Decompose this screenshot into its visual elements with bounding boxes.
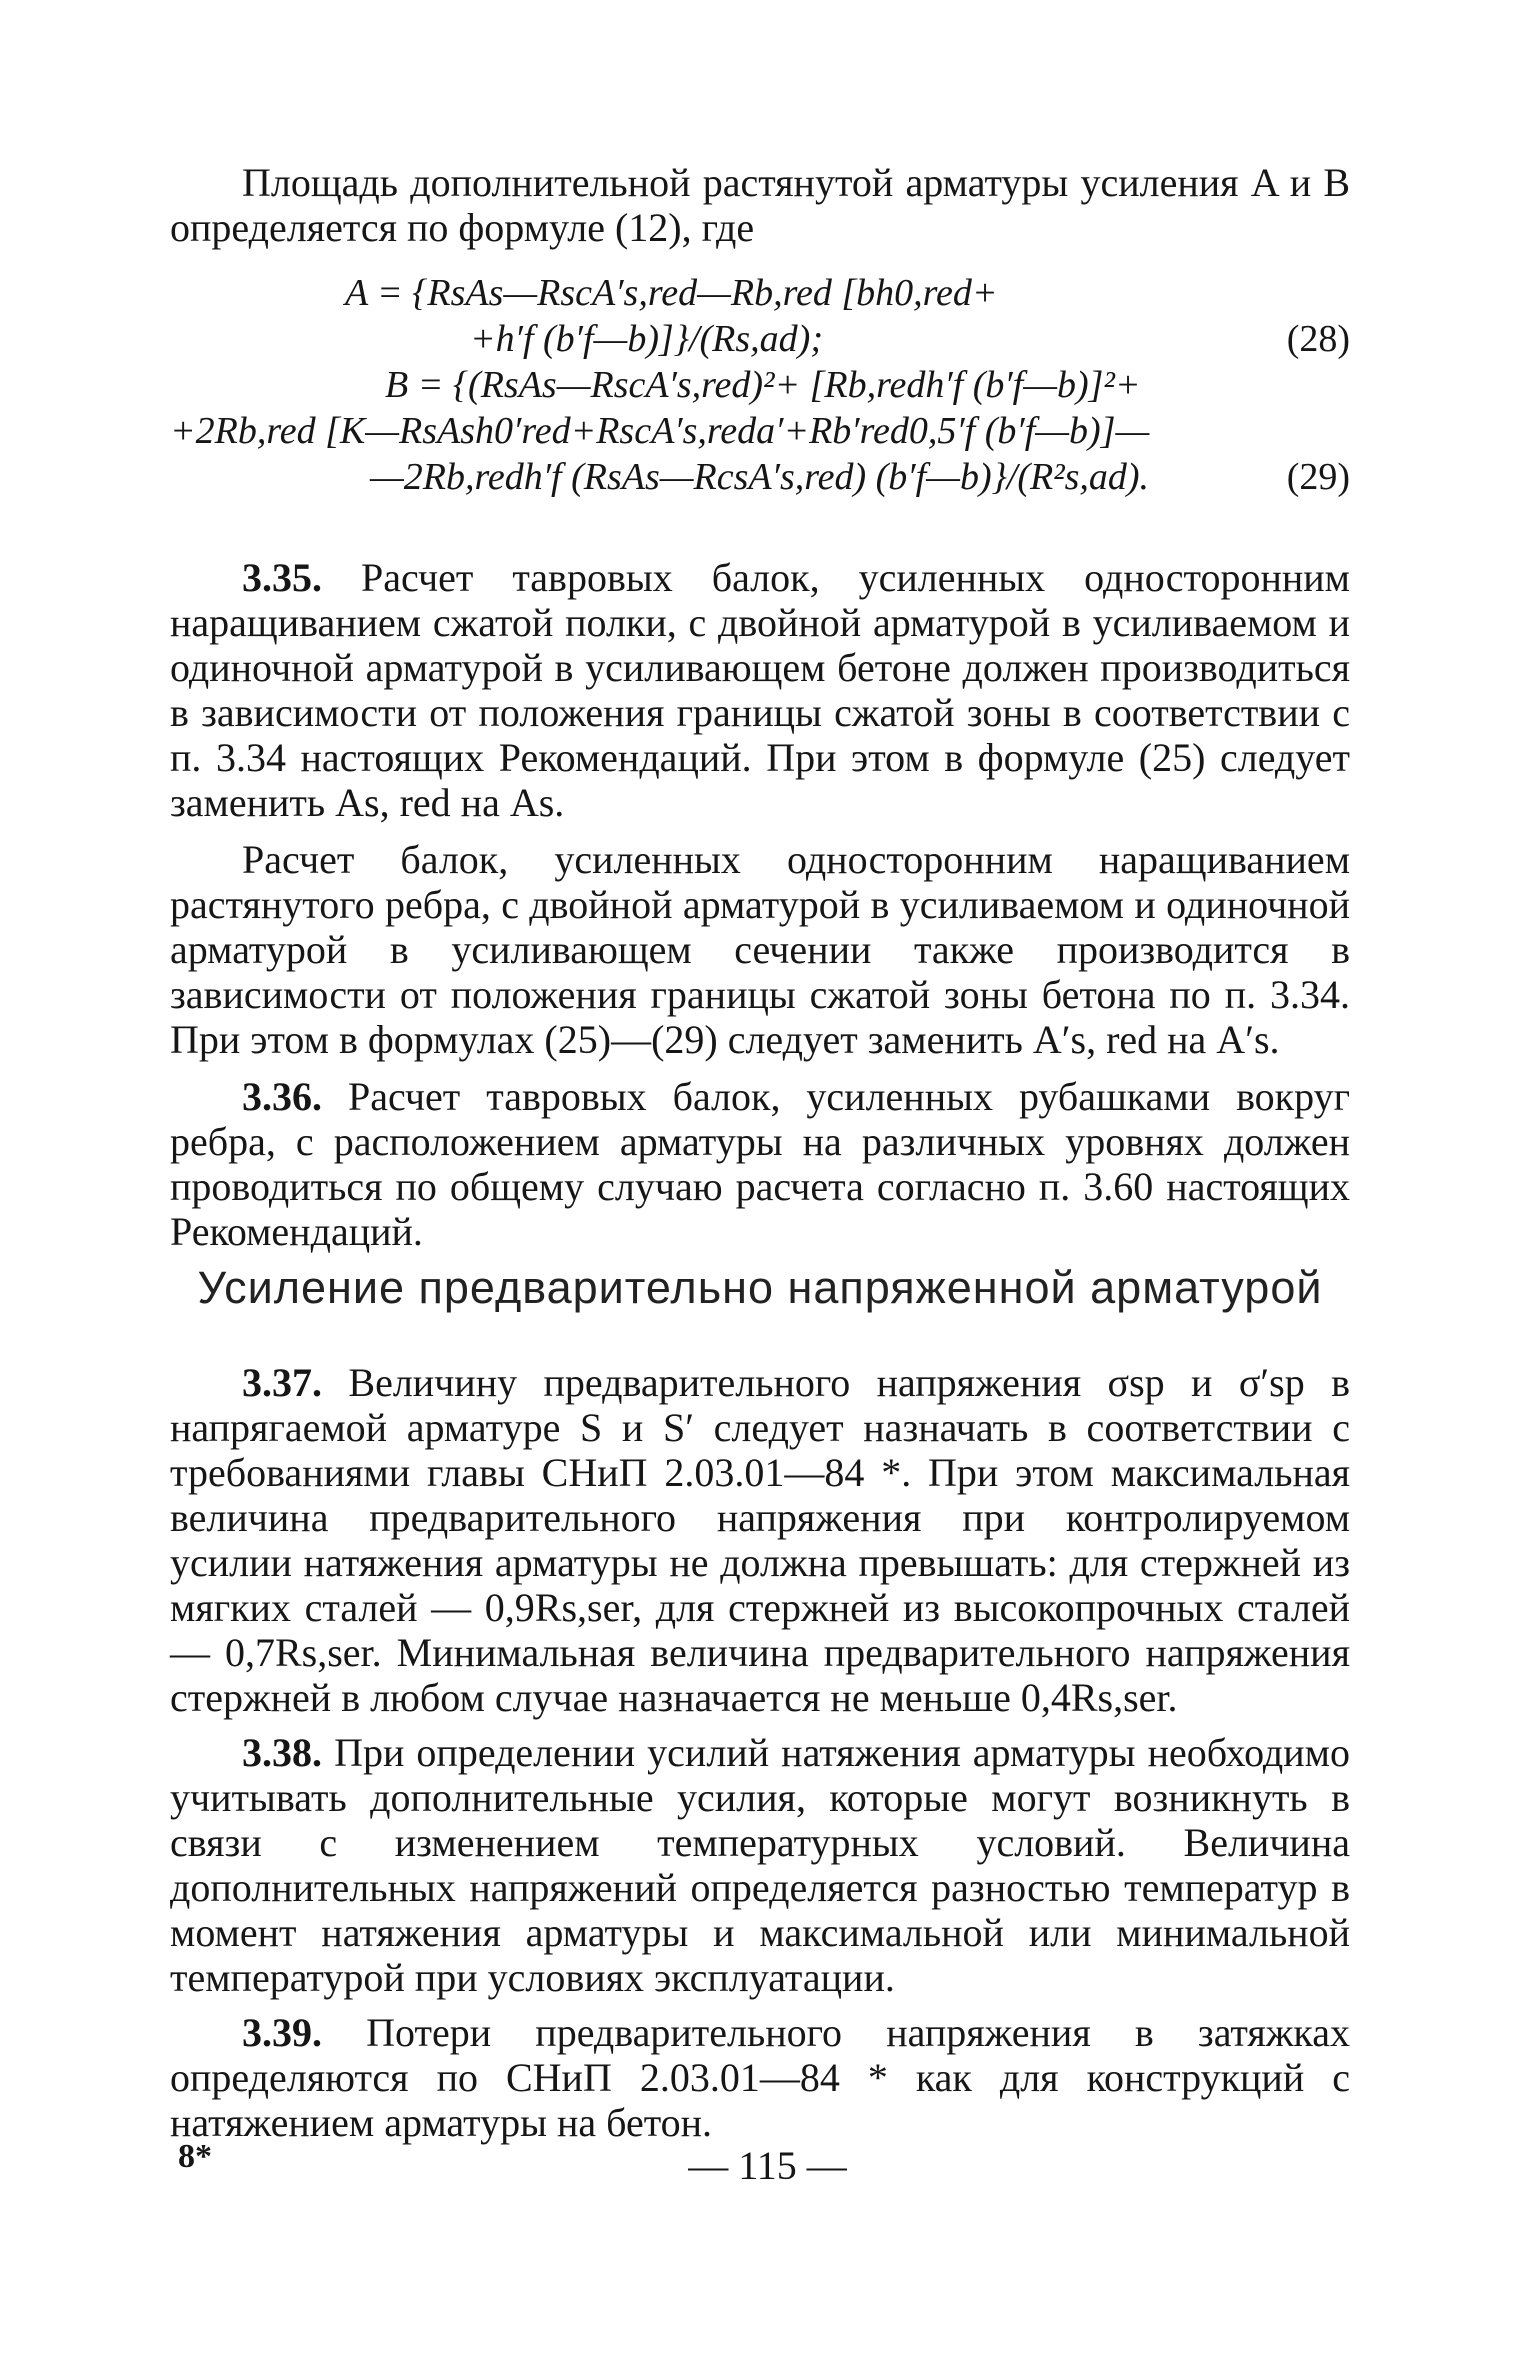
section-number: 3.35. xyxy=(242,555,322,600)
section-text: Расчет тавровых балок, усиленных рубашками вокруг ребра, с расположением арматуры на различных уровнях должен проводиться по общему случаю расчета согласно п. 3.60 настоящих Рекомендаций. xyxy=(170,1074,1350,1254)
section-paragraph xyxy=(170,1074,1350,1254)
formula-29-line-1: B = {(RsAs—RscA′s,red)²+ [Rb,redh′f (b′f—b)]²+ xyxy=(385,364,1141,406)
section-paragraph xyxy=(170,1360,1350,1720)
section-number: 3.39. xyxy=(242,2010,322,2055)
intro-paragraph: Площадь дополнительной растянутой арматуры усиления A и B определяется по формуле (12), где xyxy=(170,160,1350,250)
formula-29-line-3: —2Rb,redh′f (RsAs—RcsA′s,red) (b′f—b)}/(R²s,ad). xyxy=(370,456,1150,498)
sections-block-1 xyxy=(170,555,1350,1254)
sections-block-2 xyxy=(170,1360,1350,2145)
section-paragraph xyxy=(170,555,1350,825)
equation-number-28: (28) xyxy=(1286,318,1350,360)
formula-line xyxy=(170,408,1350,454)
formula-line xyxy=(170,270,1350,316)
section-number: 3.38. xyxy=(242,1730,322,1775)
section-text: Расчет тавровых балок, усиленных односторонним наращиванием сжатой полки, с двойной арматурой в усиливаемом и одиночной арматурой в усиливающем бетоне должен производиться в зависимости от положения границы сжатой зоны в соответствии с п. 3.34 настоящих Рекомендаций. При этом в формуле (25) следует заменить As, red на As. xyxy=(170,555,1350,825)
formula-28-line-2: +h′f (b′f—b)]}/(Rs,ad); xyxy=(470,318,823,360)
section-paragraph xyxy=(170,837,1350,1062)
section-text: Расчет балок, усиленных односторонним наращиванием растянутого ребра, с двойной арматурой в усиливаемом и одиночной арматурой в усиливающем сечении также производится в зависимости от положения границы сжатой зоны бетона по п. 3.34. При этом в формулах (25)—(29) следует заменить A′s, red на A′s. xyxy=(170,837,1350,1062)
section-heading: Усиление предварительно напряженной арматурой xyxy=(197,1262,1323,1313)
equation-number-29: (29) xyxy=(1286,456,1350,498)
section-paragraph xyxy=(170,1730,1350,2000)
page-number: — 115 — xyxy=(688,2143,847,2188)
section-text: Величину предварительного напряжения σsp и σ′sp в напрягаемой арматуре S и S′ следует назначать в соответствии с требованиями главы СНиП 2.03.01—84 *. При этом максимальная величина предварительного напряжения при контролируемом усилии натяжения арматуры не должна превышать: для стержней из мягких сталей — 0,9Rs,ser, для стержней из высокопрочных сталей — 0,7Rs,ser. Минимальная величина предварительного напряжения стержней в любом случае назначается не меньше 0,4Rs,ser. xyxy=(170,1360,1350,1720)
section-number: 3.36. xyxy=(242,1074,322,1119)
signature-mark: 8* xyxy=(178,2138,212,2175)
formula-line xyxy=(170,454,1350,500)
formula-block xyxy=(170,270,1350,500)
section-number: 3.37. xyxy=(242,1360,322,1405)
section-text: При определении усилий натяжения арматуры необходимо учитывать дополнительные усилия, которые могут возникнуть в связи с изменением температурных условий. Величина дополнительных напряжений определяется разностью температур в момент натяжения арматуры и максимальной или минимальной температурой при условиях эксплуатации. xyxy=(170,1730,1350,2000)
formula-line xyxy=(170,362,1350,408)
formula-28-line-1: A = {RsAs—RscA′s,red—Rb,red [bh0,red+ xyxy=(345,272,998,314)
section-text: Потери предварительного напряжения в затяжках определяются по СНиП 2.03.01—84 * как для конструкций с натяжением арматуры на бетон. xyxy=(170,2010,1350,2145)
intro-block xyxy=(170,160,1350,250)
formula-line xyxy=(170,316,1350,362)
section-paragraph xyxy=(170,2010,1350,2145)
formula-29-line-2: +2Rb,red [K—RsAsh0′red+RscA′s,reda′+Rb′red0,5′f (b′f—b)]— xyxy=(170,410,1150,452)
